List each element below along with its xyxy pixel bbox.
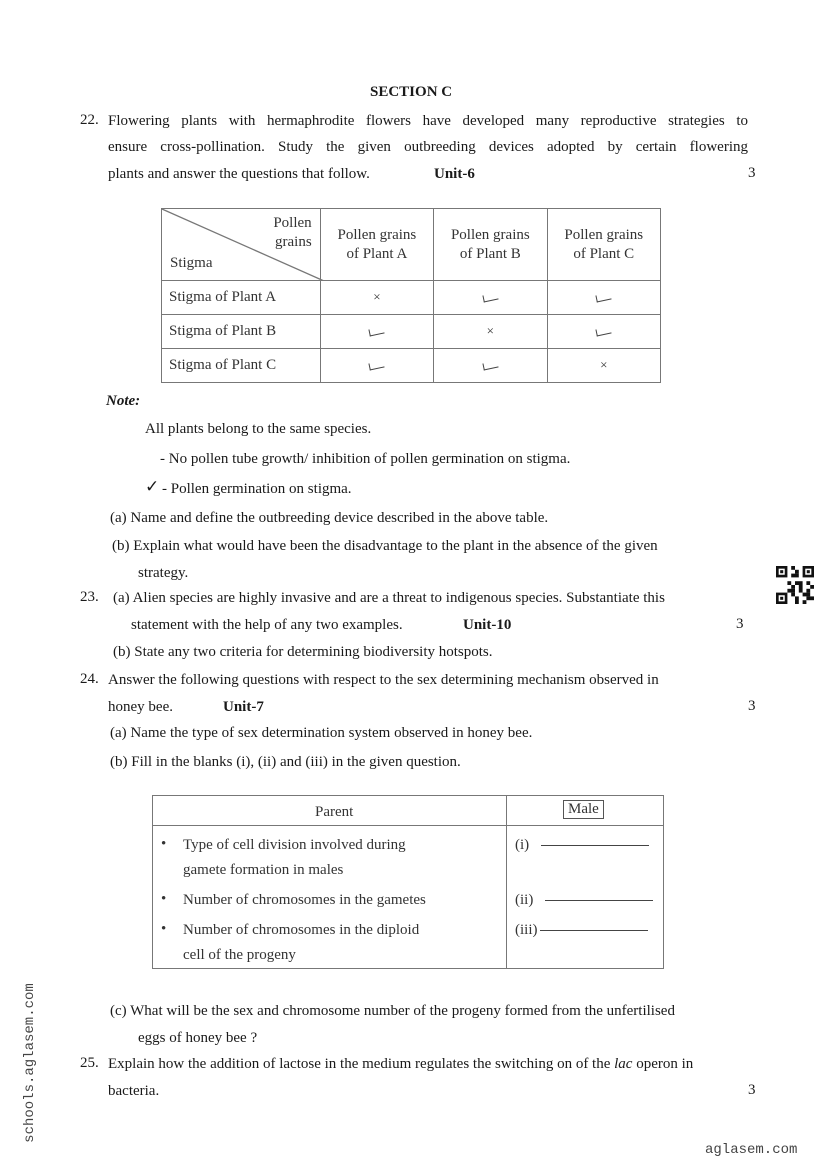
item-1-line1: Type of cell division involved during [183, 837, 406, 853]
q25-lac: lac [614, 1056, 633, 1072]
q24-unit: Unit-7 [223, 699, 264, 715]
corner-pollen: Pollen [273, 215, 312, 231]
q25-line1-post: operon in [632, 1056, 694, 1072]
col-header-b-l2: of Plant B [459, 245, 521, 262]
q22-number: 22. [80, 112, 99, 128]
item-3-line1: Number of chromosomes in the diploid [183, 922, 420, 938]
col-header-a [320, 209, 433, 281]
q22-a: (a) Name and define the outbreeding device described in the above table. [110, 510, 549, 526]
pollen-table [161, 208, 661, 383]
cell-check [434, 281, 547, 315]
note-line2: - No pollen tube growth/ inhibition of pollen germination on stigma. [160, 451, 571, 467]
honeybee-table [152, 795, 664, 969]
row-label: Stigma of Plant A [162, 281, 321, 315]
cell-check [547, 315, 660, 349]
header-male: Male [563, 800, 604, 819]
col-header-a-l2: of Plant A [346, 245, 408, 262]
cross-mark: × [373, 289, 381, 304]
col-header-c-l2: of Plant C [573, 245, 635, 262]
cell-cross [320, 281, 433, 315]
item-1-line2: gamete formation in males [183, 862, 344, 878]
bullet-icon: • [161, 921, 167, 937]
q23-marks: 3 [736, 616, 744, 632]
q25-line2: bacteria. [108, 1083, 160, 1099]
cell-check [434, 349, 547, 383]
col-header-c [547, 209, 660, 281]
qr-code-icon [775, 566, 815, 604]
item-3-line2: cell of the progeny [183, 947, 296, 963]
q25-line1 [108, 1055, 693, 1073]
q24-number: 24. [80, 671, 99, 687]
q23-b: (b) State any two criteria for determining biodiversity hotspots. [113, 644, 493, 660]
cross-mark: × [486, 323, 494, 338]
item-2-line1: Number of chromosomes in the gametes [183, 892, 426, 908]
q24-c1: (c) What will be the sex and chromosome number of the progeny formed from the unfertilised [110, 1003, 675, 1019]
row-label: Stigma of Plant C [162, 349, 321, 383]
q24-line1: Answer the following questions with respect to the sex determining mechanism observed in [108, 672, 659, 688]
blank-ii-label: (ii) [515, 892, 534, 908]
blank-iii [515, 922, 648, 939]
q22-b1: (b) Explain what would have been the disadvantage to the plant in the absence of the given [112, 538, 658, 554]
q22-b2: strategy. [138, 565, 189, 581]
cell-check [320, 349, 433, 383]
col-header-a-l1: Pollen grains [337, 226, 417, 243]
check-icon [482, 361, 498, 371]
bullet-icon: • [161, 836, 167, 852]
q22-line1: Flowering plants with hermaphrodite flowers have developed many reproductive strategies to [108, 113, 748, 129]
row-label: Stigma of Plant B [162, 315, 321, 349]
bottom-watermark: aglasem.com [705, 1142, 798, 1158]
col-header-b-l1: Pollen grains [450, 226, 530, 243]
side-watermark: schools.aglasem.com [22, 983, 38, 1143]
blank-ii [515, 892, 653, 909]
cell-cross [547, 349, 660, 383]
header-parent: Parent [315, 804, 354, 820]
cell-check [547, 281, 660, 315]
cross-mark: × [600, 357, 608, 372]
col-header-b [434, 209, 547, 281]
note-label: Note: [106, 393, 141, 409]
blank-iii-label: (iii) [515, 922, 538, 938]
q24-marks: 3 [748, 698, 756, 714]
table-divider-vertical [506, 796, 507, 968]
table-row [162, 281, 661, 315]
blank-i-label: (i) [515, 837, 530, 853]
blank-line [540, 930, 648, 931]
check-icon [596, 327, 612, 337]
check-icon [596, 293, 612, 303]
check-icon [482, 293, 498, 303]
q23-number: 23. [80, 589, 99, 605]
note-line3: - Pollen germination on stigma. [162, 481, 352, 497]
q25-marks: 3 [748, 1082, 756, 1098]
q22-unit: Unit-6 [434, 166, 475, 182]
blank-line [545, 900, 653, 901]
cell-cross [434, 315, 547, 349]
blank-i [515, 837, 649, 854]
q23-a2: statement with the help of any two examples. [131, 617, 403, 633]
q25-line1-pre: Explain how the addition of lactose in the medium regulates the switching on of the [108, 1056, 615, 1072]
q22-line2: ensure cross-pollination. Study the given outbreeding devices adopted by certain flowering [108, 139, 748, 155]
q23-unit: Unit-10 [463, 617, 512, 633]
check-icon: ✓ [145, 477, 160, 496]
table-row [162, 315, 661, 349]
corner-stigma: Stigma [170, 255, 213, 271]
q24-line2: honey bee. [108, 699, 173, 715]
q24-b: (b) Fill in the blanks (i), (ii) and (iii) in the given question. [110, 754, 461, 770]
table-corner-cell [162, 209, 321, 281]
q25-number: 25. [80, 1055, 99, 1071]
blank-line [541, 845, 649, 846]
bullet-icon: • [161, 891, 167, 907]
q24-a: (a) Name the type of sex determination system observed in honey bee. [110, 725, 533, 741]
corner-grains: grains [275, 234, 312, 250]
section-title: SECTION C [370, 84, 453, 100]
q22-marks: 3 [748, 165, 756, 181]
col-header-c-l1: Pollen grains [564, 226, 644, 243]
table-divider-horizontal [153, 825, 663, 826]
check-icon [369, 327, 385, 337]
note-line1: All plants belong to the same species. [145, 421, 372, 437]
check-icon [369, 361, 385, 371]
q22-line3: plants and answer the questions that follow. [108, 166, 370, 182]
q23-a1: (a) Alien species are highly invasive and are a threat to indigenous species. Substantiate this [113, 590, 665, 606]
table-row [162, 349, 661, 383]
cell-check [320, 315, 433, 349]
q24-c2: eggs of honey bee ? [138, 1030, 258, 1046]
